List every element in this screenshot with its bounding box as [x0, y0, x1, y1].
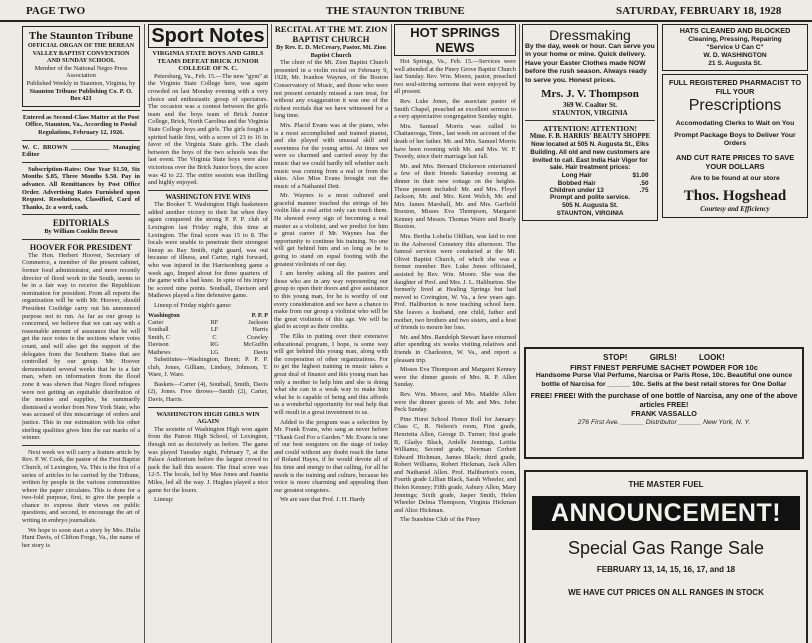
table-row: Bobbed Hair .50 — [557, 179, 649, 187]
pharmacy-line-2: Prompt Package Boys to Deliver Your Orders — [674, 132, 796, 148]
perfume-body: Handsome Purse Vial Perfume, Narcisa or Paris Rose, 10c. Beautiful one ounce bottle of Narcisa for ______ 10c. Sells at the best retail stores for One Dollar — [535, 372, 793, 388]
column-ads-left — [522, 24, 658, 344]
table-row: Long Hair $1.00 — [561, 172, 649, 180]
sport-notes-title: Sport Notes — [148, 24, 268, 48]
lineup-col-3: P. P. P — [251, 311, 268, 319]
table-row: Southall LF Harris — [148, 326, 268, 334]
hats-heading: HATS CLEANED AND BLOCKED — [679, 26, 791, 35]
hoover-heading: HOOVER FOR PRESIDENT — [29, 242, 133, 252]
column-recital — [274, 24, 388, 643]
recital-paragraph-6: Added to the program was a selection by Mr. Frank Evans, who sang as never before "Thank God For a Garden." Mr. Evans is one of our best songsters on the stage of today and could without any doubt reach the fame of Roland Hayes, if he would devote all of his time and energy to that calling, for all he needs is the training and culture, because his voice is more charming and appealing than our greatest songsters. — [274, 418, 388, 494]
pharmacy-name: Thos. Hogshead — [683, 188, 787, 205]
entry-notice: Entered as Second-Class Matter at the Post Office, Staunton, Va., According to Postal Regulations, February 12, 1926. — [22, 113, 140, 136]
column-hot-springs — [394, 24, 516, 643]
beauty-shoppe-name: Mme. F. B. HARRIS' BEAUTY SHOPPE — [529, 133, 651, 141]
sport-paragraph-3: The sextette of Washington High won again from the Patron High School, of Lexington, though not as decisively as before. The game was played Tuesday night, February 7, at the Palace Auditorium before the largest crowd to pack the hall this season. The final score was 12-5. The locals, led by Mae Jones and Juanita Miles, led all the way. J. Hughes played a nice game for the losers. — [148, 425, 268, 494]
recital-heading: RECITAL AT THE MT. ZION BAPTIST CHURCH — [274, 24, 388, 44]
hoover-paragraph-2: Next week we will carry a feature article by Rev. P. W. Cook, the pastor of the First Baptist Church, of Lexington, Va. This is the first of a series of articles to be carried by the Tribune, written by people in the various communities where the paper circulates. This is done for a two-fold purpose, first, to give the people a chance to express their views on public questions, and second, to encourage the art of writing in embryo journalists. — [22, 448, 140, 525]
issue-date: SATURDAY, FEBRUARY 18, 1928 — [616, 5, 782, 17]
gas-range-ad — [524, 470, 808, 643]
table-row: Mathews LG Davis — [148, 348, 268, 356]
lineup-table — [148, 312, 268, 356]
dressmaking-address-1: 369 W. Coalter St. — [562, 101, 618, 110]
table-row: Carter RF Jackson — [148, 319, 268, 326]
hats-services: Cleaning, Pressing, Repairing — [688, 35, 782, 43]
recital-paragraph-2: Mrs. Placid Evans was at the piano, who is a most accomplished and trained pianist, and she played with unusual skill and sweetness for the young artist. At times we were so charmed and carried away by the music that we could hardly tell whether such music was coming from a real or from the skies. Also Miss Evans brought out the music of a Nathaniel Dett. — [274, 121, 388, 190]
hs-paragraph-6: Mr. and Mrs. Randolph Stewart have returned after spending six weeks visiting relatives and friends in Charleston, W. Va., and report a pleasant trip. — [394, 333, 516, 364]
lineup-heading: Lineup of Friday night's game: — [154, 302, 232, 309]
table-row: Children under 13 .75 — [549, 187, 649, 195]
beauty-city: STAUNTON, VIRGINIA — [556, 210, 624, 218]
hs-paragraph-8: Rev. Wm. Moore, and Mrs. Maddie Allen were the dinner guests of Mr. and Mrs. John Peck Sunday. — [394, 390, 516, 414]
prescriptions-title: Prescriptions — [688, 96, 782, 114]
hs-paragraph-10: The Sunshine Club of the Piney — [400, 516, 481, 524]
table-row: Smith, C C Crawley — [148, 333, 268, 341]
hair-price-table — [532, 172, 649, 194]
sport-paragraph-1: Petersburg, Va., Feb. 15.—The new "gym" at the Virginia State College here, was again crowded on last Monday evening with a very choice and enthusiastic group of spectators. The occasion was a contest between the girls team and the boys team of Brick Junior College, Brick, North Carolina and the Virginia State College boys and girls. The girls fought a spirited battle first, with a score of 23 to 16 in favor of the Virginia State girls. The clash between the boys of the two schools was the last event. The Virginia State boys were also victorious over the Brick Junior boys, the score was 42 to 22. The entire session was thrilling and highly enjoyed. — [148, 72, 268, 187]
recital-paragraph-7: We are sure that Prof. J. H. Hardy — [280, 496, 366, 504]
sport-head-2: WASHINGTON FIVE WINS — [165, 193, 251, 201]
recital-paragraph-5: The Elks in putting over their extensive educational program, I hope, is some way will get behind this young man, along with the cooperation of other organizations. For to get the highest training in music takes a great deal of finance and this young man has only a mother to help him and she is doing what she can in a weak way to make him what he is capable of being and this affords us a wonderful opportunity for real help that will result in a great investment to us. — [274, 332, 388, 416]
perfume-address: 276 First Ave. ______ Distributor ______ New York, N. Y. — [577, 419, 751, 427]
beauty-address: 505 N. Augusta St. — [562, 202, 618, 210]
hot-springs-heading: HOT SPRINGS NEWS — [394, 24, 516, 56]
hs-paragraph-2: Rev. Luke Jones, the associate pastor of Smith Chapel, preached an excellent sermon to a very appreciative congregation Sunday night. — [394, 97, 516, 121]
page-number: PAGE TWO — [26, 5, 86, 17]
sale-dates: FEBRUARY 13, 14, 15, 16, 17, and 18 — [596, 565, 736, 574]
dressmaking-ad — [522, 24, 658, 221]
subscription-rates: Subscription-Rates: One Year $1.50, Six Months $.85, Three Months $.50. Pay in advance. All Remittances by Post Office Order. Advertising Rates Furnished upon Request. Resolutions, Classified, Card of Thanks, 2c a word, cash. — [22, 165, 140, 211]
editorials-heading: EDITORIALS — [52, 218, 110, 229]
substitutes: Substitutes—Washington, Brent; P. P. P. club, Jones, Gilliam, Lindsey, Johnson, T. Ware, J. Ware. — [148, 356, 268, 379]
dressmaking-title: Dressmaking — [549, 27, 631, 43]
column-sports — [148, 24, 268, 643]
managing-editor: W. C. BROWN ____________ Managing Editor — [22, 143, 140, 159]
publisher: Staunton Tribune Publishing Co. P. O. Box 421 — [29, 87, 133, 103]
pharmacy-line-1: Accomodating Clerks to Wait on You — [675, 119, 795, 127]
perfume-distributor: FRANK VASSALLO — [631, 409, 697, 419]
perfume-free: FREE! FREE! With the purchase of one bottle of Narcisa, any one of the above articles FREE! — [530, 391, 798, 410]
published-by: Published Weekly in Staunton, Virginia, by — [26, 79, 136, 87]
hs-paragraph-5: Mrs. Bertha Lobelia Oldlian, was laid to rest in the Ashwood Cemetery this afternoon. The funeral services were conducted at the Mt. Olivet Baptist Church, of which she was a former member. Rev. Luke Jones officiated, assisted by Rev. Wm. Moore. She was the daughter of Prof. and Mrs. J. L. Haliburton. She formerly lived at Healing Springs but had moved to Covington, W. Va., a few years ago. Prof. Haliburton is now teaching school here. She leaves a husband, one child, father and mother, two brothers and two sisters, and a host of friends to mourn her loss. — [394, 233, 516, 332]
pharmacy-line-4: Are to be found at our store — [690, 174, 780, 182]
pharmacy-heading: FULL REGISTERED PHARMACIST TO FILL YOUR — [668, 77, 802, 96]
recital-paragraph-1: The choir of the Mt. Zion Baptist Church presented in a violin recital on February 9, 1928, Mr. Ivanhoe Waynes, of the Boston Conservatory of Music, and those who were not present certainly missed a rare treat, for without any exaggeration it was one of the richest recitals that we have witnessed for a long time. — [274, 59, 388, 120]
column-editorial — [22, 24, 140, 643]
master-fuel-heading: THE MASTER FUEL — [628, 480, 704, 489]
hs-paragraph-7: Misses Eva Thompson and Margaret Kenney were the dinner guests of Mrs. R. P. Allen Sunday. — [394, 366, 516, 389]
hoover-paragraph-1: The Hon. Herbert Hoover, Secretary of Commerce, a member of the present cabinet, former food administrator, and more recently director of flood work in the South, seems to be in a fair way to receive the Republican nomination for president. From all reports the organization will be with Mr. Hoover, should President Coolidge carry out his announced purpose not to run. As far as our group is concerned, we believe that we can say with a reasonable amount of assurance that he will get the race votes in the sections where votes count, and will also get the support of the delegates from the Southern States that are controlled by our group. Mr. Hoover demonstrated several weeks that he is a fair man, when on information from the flood zone it was shown that Negro flood refugees were not getting an equitable distribution of the monies and supplies, he summarily dismissed a worker from New York State, who was accused of this miscarriage of orders and justice. This in our estimation with his other sterling qualities gives him the ear marks of a winner. — [22, 251, 140, 442]
pharmacy-slogan: Courtesy and Efficiency — [700, 205, 770, 214]
lineup-col-2 — [207, 312, 223, 319]
tribune-subtitle: OFFICIAL ORGAN OF THE BEREAN VALLEY BAPTIST CONVENTION AND SUNDAY SCHOOL — [27, 42, 135, 65]
table-row: Davison RG McGuffin — [148, 341, 268, 349]
gas-range-sale: Special Gas Range Sale — [567, 538, 765, 558]
beauty-shoppe-body: Now located at 505 N. Augusta St., Elks Building. All old and new customers are invited to call. East India Hair Vigor for sale. Hair treatment prices: — [530, 141, 650, 172]
stop-line: STOP! GIRLS! LOOK! — [603, 353, 725, 362]
editorials-byline: By William Conklin Brown — [44, 228, 118, 236]
hats-name: W. D. WASHINGTON — [703, 51, 767, 59]
hats-ad — [662, 24, 808, 71]
perfume-ad — [524, 347, 804, 459]
tribune-title: The Staunton Tribune — [28, 30, 134, 42]
hats-slogan: "Service U Can C" — [706, 43, 764, 51]
hs-paragraph-4: Mr. and Mrs. Bernard Dickerson entertained a few of their friends Saturday evening at dinner in their new cottage on the heights. Those present included: Mr. and Mrs. Floyd Jackson, Mr. and Mrs. Kent Welch, Mr. and Mrs. James Marshall, Mr. and Mrs. Garfield Braxton, Misses Eva Thompson, Margaret Kenney and Messrs. Thomas Waire and Bearly Braxton. — [394, 162, 516, 231]
recital-paragraph-4: I am hereby asking all the pastors and those who are in any way representing our group to open their doors and give assistance to this young man, for he is worthy of our every consideration and we have a chance to make from our group a violinist who will be the great violinists of this age. We will be glad to accept as their credits. — [274, 270, 388, 331]
beauty-service: Prompt and polite service. — [550, 194, 630, 202]
sport-head-1: VIRGINIA STATE BOYS AND GIRLS TEAMS DEFEAT BRICK JUNIOR COLLEGE OF N. C. — [152, 50, 264, 73]
paper-name: THE STAUNTON TRIBUNE — [326, 5, 465, 17]
sport-paragraph-2: The Booker T. Washington High basketeers added another victory to their list when they again conquered the strong P. P. P. club of Lexington last Friday night, this time at Lexington. The final score was 15 to 8. The locals were unable to penetrate their strongest lineup as Ray Smith, right guard, was out because of illness, and Carter, right forward, who was injured in the Harrisonburg game a week ago, limped about for three quarters of the game with a bad knee. In spite of his injury he scored nine points. Southall, Davison and Mathews played a fine defensive game. — [148, 201, 268, 300]
hats-address: 21 S. Augusta St. — [708, 59, 762, 67]
recital-byline: By Rev. E. D. McCreary, Pastor, Mt. Zion Baptist Church — [276, 44, 386, 59]
pharmacy-line-3: AND CUT RATE PRICES TO SAVE YOUR DOLLARS — [675, 152, 795, 171]
hs-paragraph-3: Mrs. Samuel Morris was called to Chattanooga, Tenn., last week on account of the death of her father. Mr. and Mrs. Samuel Morris have been rooming with Mr. and Mrs. W. P. Tweedy, since their marriage last fall. — [394, 122, 516, 161]
dressmaking-body: By the day, week or hour. Can serve you in your home or mine. Quick delivery. Have your Easter Clothes made NOW before the rush season. Always ready to serve you. Honest prices. — [525, 43, 655, 84]
hoover-paragraph-3: We hope to soon start a story by Mrs. Hulia Hunt Davis, of Clifton Forge, Va., the name of her story is — [22, 526, 140, 549]
press-member: Member of the National Negro Press Association — [34, 64, 128, 80]
publication-info-box — [22, 26, 140, 107]
attention-line: ATTENTION! ATTENTION! — [543, 124, 637, 134]
lineup-2-heading: Lineup: — [154, 496, 174, 504]
price-cut-line: WE HAVE CUT PRICES ON ALL RANGES IN STOCK — [568, 588, 764, 597]
perfume-offer: FIRST FINEST PERFUME SACHET POWDER FOR 10c — [570, 363, 758, 372]
masthead — [0, 0, 812, 22]
column-ads-right — [662, 24, 808, 344]
hs-paragraph-1: Hot Springs, Va., Feb. 15.—Services were well attended at the Piney Grove Baptist Church last Sunday. Rev. Wm. Moore, pastor, preached two soul-stirring sermons that were enjoyed by all present. — [394, 58, 516, 96]
dressmaking-address-2: STAUNTON, VIRGINIA — [552, 109, 628, 118]
announcement-banner: ANNOUNCEMENT! — [532, 496, 800, 530]
pharmacy-ad — [662, 74, 808, 219]
dressmaking-name: Mrs. J. V. Thompson — [541, 88, 639, 101]
recital-paragraph-3: Mr. Waynes is a most cultured and graceful manner touched the strings of his violin like a real artist only can touch them. He showed every sign of becoming a real master as a violinist, and we predict for him a great career if Mr. Waynes has the opportunity to continue his training. No one will get behind him and so long as he is going to stand on equal footing with the greatest violinists of our day. — [274, 192, 388, 268]
hs-paragraph-9: Pine Horst School Honor Roll for January: Class C, R. Nelson's room, First grade, Henrietta Allen, George D. Turner; first grade B, Gladys Black, Ardelle Jennings, Letitia Williams; Second grade, Norman Corbett Edward Hickman, James Black; third grade, Robert Williams, Robert Hickman, Jack Allen and Nathaniel Allen. Prof. Haliburton's room, Fourth grade Lillian Black, Sarah Wheeler, and Helen Kenney; Fifth grade, Asbury Allen, Mary Jennings; Sixth grade, Jasper Smith, Helen Wheeler Delma Thompson, Virginia Hickman and Alice Hickman. — [394, 415, 516, 514]
sport-head-3: WASHINGTON HIGH GIRLS WIN AGAIN — [156, 410, 260, 426]
lineup-col-1: Washington — [148, 311, 180, 319]
baskets: Baskets—Carter (4), Southall, Smith, Davis (2), Jones. Free throws—Smith (2), Carter, Davis, Harris. — [148, 380, 268, 403]
